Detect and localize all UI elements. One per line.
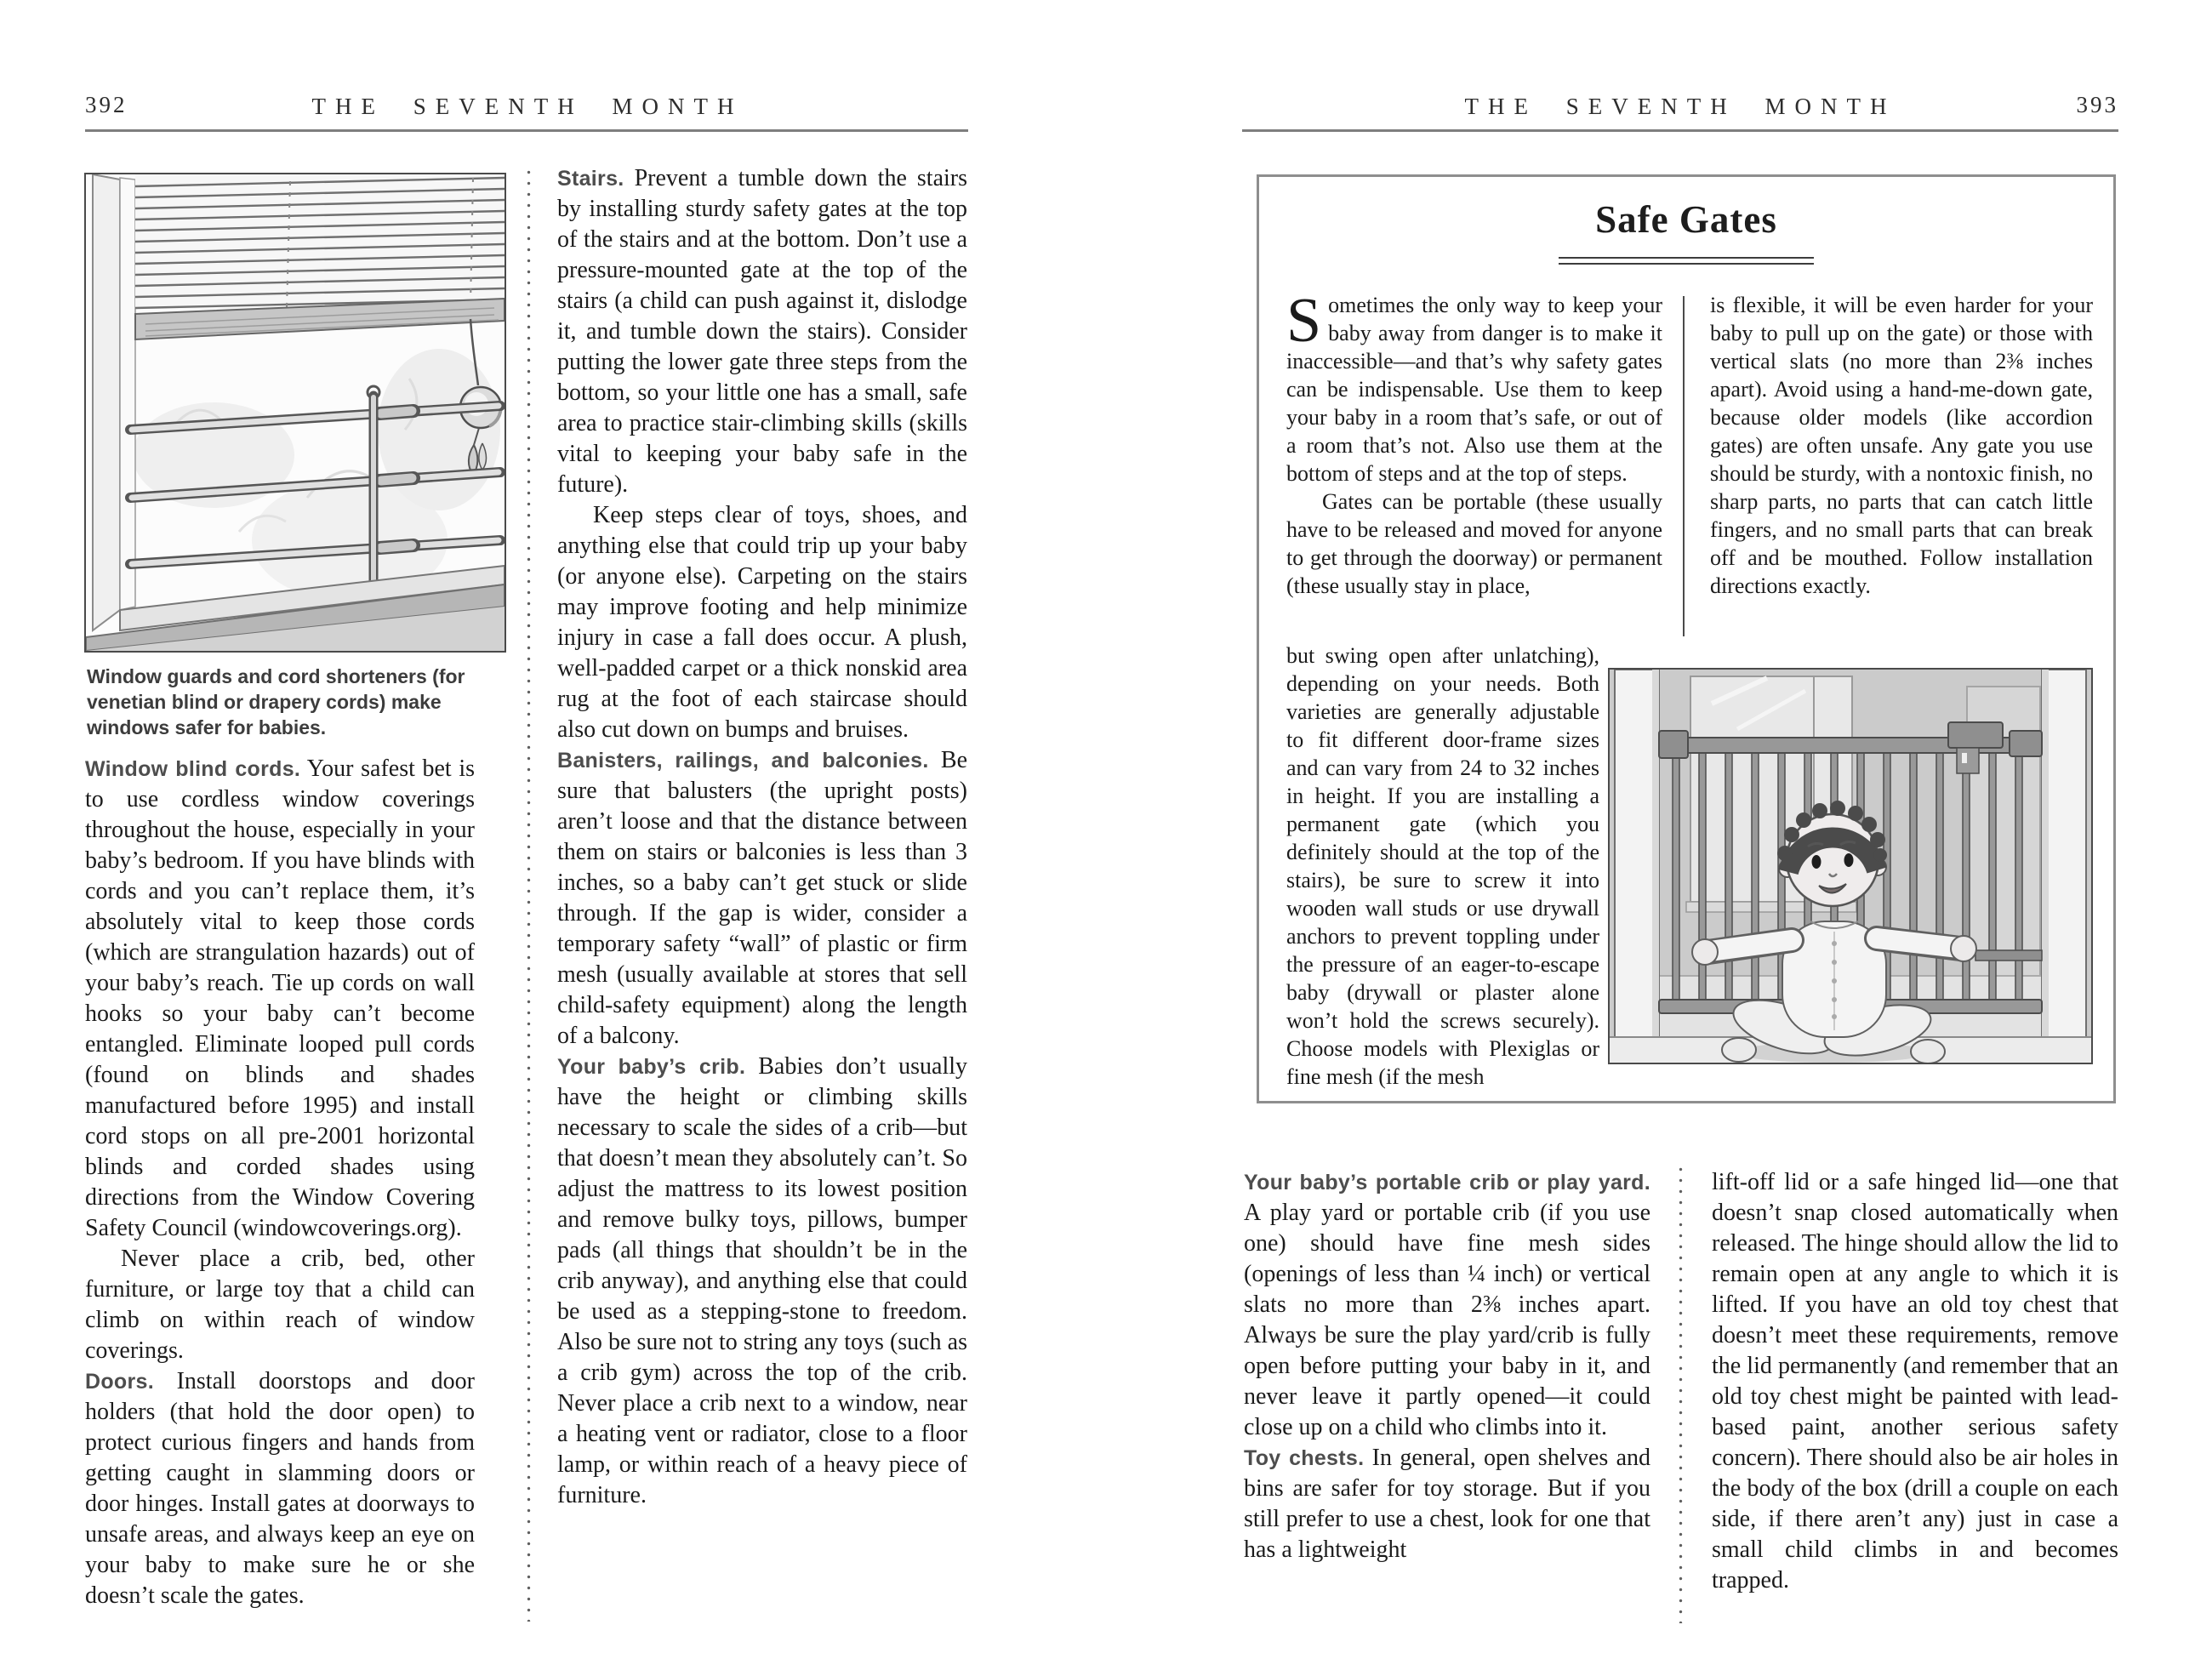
left-page-column-2	[557, 163, 967, 1511]
section-body: Install doorstops and door holders (that hold the door open) to protect curious fingers and hands from getting caught in slamming doors or door hinges. Install gates at doorways to unsafe areas, and always keep an eye on your baby to make sure he or she doesn’t scale the gates.	[85, 1368, 475, 1609]
section-heading: Stairs.	[557, 167, 624, 191]
safety-gate-illustration	[1608, 668, 2093, 1064]
section-window-blind-cords	[85, 754, 475, 1244]
safe-gates-box	[1257, 174, 2116, 1103]
window-guard-illustration	[84, 173, 506, 653]
box-column-2	[1710, 291, 2093, 600]
box-paragraph-1	[1286, 286, 1662, 487]
running-head-left: THE SEVENTH MONTH	[311, 94, 744, 119]
box-column-1-narrow	[1286, 641, 1599, 1091]
section-heading: Toy chests.	[1244, 1446, 1365, 1470]
box-paragraph-1-text: ometimes the only way to keep your baby away from danger is to make it inaccessible—and that’s why safety gates can be indispensable. Use them to keep your baby in a room that’s safe, or out of a room that’s not. Also use them at the bottom of steps and at the top of steps.	[1286, 293, 1662, 486]
right-page-column-1	[1244, 1167, 1650, 1565]
section-stairs	[557, 163, 967, 500]
box-paragraph-2-narrow: but swing open after unlatching), depending on your needs. Both varieties are generally adjustable to fit different door-frame sizes and can vary from 24 to 32 inches in height. If you are installing a permanent gate (which you definitely should at the top of the stairs), be sure to screw it into wooden wall studs or use drywall anchors to prevent toppling under the pressure of an eager-to-escape baby (drywall or plaster alone won’t hold the screws securely). Choose models with Plexiglas or fine mesh (if the mesh	[1286, 643, 1599, 1089]
section-heading: Doors.	[85, 1370, 154, 1394]
continuation-paragraph: lift-off lid or a safe hinged lid—one that doesn’t snap closed automatically when released. The hinge should allow the lid to remain open at any angle to which it is lifted. If you have an old toy chest that doesn’t meet these requirements, remove the lid permanently (and remember that an old toy chest might be painted with lead-based paint, another serious safety concern). There should also be air holes in the body of the box (drill a couple on each side, if there aren’t any) just in case a small child climbs in and becomes trapped.	[1712, 1169, 2118, 1593]
section-heading: Your baby’s portable crib or play yard.	[1244, 1171, 1650, 1194]
header-rule-left	[85, 129, 968, 132]
box-paragraph-2-wide: Gates can be portable (these usually have to be released and moved for anyone to get through the doorway) or permanent (these usually stay in place,	[1286, 489, 1662, 598]
section-banisters	[557, 745, 967, 1052]
illustration-caption: Window guards and cord shorteners (for venetian blind or drapery cords) make windows safer for babies.	[87, 665, 465, 738]
paragraph: Never place a crib, bed, other furniture, or large toy that a child can climb on within reach of window coverings.	[85, 1246, 475, 1364]
section-body: Prevent a tumble down the stairs by installing sturdy safety gates at the top of the stairs and at the bottom. Don’t use a pressure-mounted gate at the top of the stairs (a child can push against it, dislodge it, and tumble down the stairs). Consider putting the lower gate three steps from the bottom, so your little one has a small, safe area to practice stair-climbing skills (skills vital to keeping your baby safe in the future).	[557, 165, 968, 498]
gate-illustration-svg	[1610, 670, 2091, 1063]
section-heading: Window blind cords.	[85, 757, 301, 781]
box-column-1-top	[1286, 286, 1662, 600]
section-toy-chests	[1244, 1443, 1650, 1565]
running-head-right: THE SEVENTH MONTH	[1464, 94, 1896, 119]
header-rule-right	[1242, 129, 2118, 132]
section-play-yard	[1244, 1167, 1650, 1443]
section-heading: Banisters, railings, and balconies.	[557, 749, 929, 772]
drop-cap: S	[1286, 286, 1322, 356]
left-page-column-1	[85, 754, 475, 1611]
column-divider-left-page	[527, 167, 531, 1622]
paragraph: Keep steps clear of toys, shoes, and anything else that could trip up your baby (or anyone else). Carpeting on the stairs may improve footing and help minimize injury in case a fall does occur. A plush, well-padded carpet or a thick nonskid area rug at the foot of each staircase should also cut down on bumps and bruises.	[557, 502, 967, 743]
section-doors	[85, 1366, 475, 1611]
venetian-blind	[135, 174, 505, 339]
right-page-column-2	[1712, 1167, 2118, 1596]
page-number-left: 392	[85, 92, 128, 117]
box-column-2-text: is flexible, it will be even harder for your baby to pull up on the gate) or those with vertical slats (no more than 2⅜ inches apart). Avoid using a hand-me-down gate, because older models (like accordion gates) are often unsafe. Any gate you use should be sturdy, with a nontoxic finish, no sharp parts, no parts that can catch little fingers, and no small parts that can break off and be mouthed. Follow installation directions exactly.	[1710, 293, 2093, 598]
column-divider-right-page	[1679, 1164, 1683, 1623]
page-number-right: 393	[2076, 92, 2118, 117]
section-crib	[557, 1052, 967, 1511]
section-body: Babies don’t usually have the height or climbing skills necessary to scale the sides of a crib—but that doesn’t mean they absolutely can’t. So adjust the mattress to its lowest position and remove bulky toys, pillows, bumper pads (all things that shouldn’t be in the crib anyway), and anything else that could be used as a stepping-stone to freedom. Also be sure not to string any toys (such as a crib gym) across the top of the crib. Never place a crib next to a window, near a heating vent or radiator, close to a floor lamp, or within reach of a heavy piece of furniture.	[557, 1053, 967, 1508]
box-column-divider	[1683, 296, 1685, 636]
box-title: Safe Gates	[1595, 198, 1777, 241]
section-heading: Your baby’s crib.	[557, 1055, 746, 1079]
window-illustration-svg	[86, 174, 505, 651]
section-body: Be sure that balusters (the upright posts) aren’t loose and that the distance between them on stairs or balconies is less than 3 inches, so a baby can’t get stuck or slide through. If the gap is wider, consider a temporary safety “wall” of plastic or firm mesh (usually available at stores that sell child-safety equipment) along the length of a balcony.	[557, 747, 968, 1049]
section-body: A play yard or portable crib (if you use one) should have fine mesh sides (openings of less than ¼ inch) or vertical slats no more than 2⅜ inches apart. Always be sure the play yard/crib is fully open before putting your baby in it, and never leave it partly opened—it could close up on a child who climbs into it.	[1244, 1200, 1650, 1440]
box-title-rule	[1559, 257, 1814, 265]
section-body: Your safest bet is to use cordless window coverings throughout the house, especially in your baby’s bedroom. If you have blinds with cords and you can’t replace them, it’s absolutely vital to keep those cords (which are strangulation hazards) out of your baby’s reach. Tie up cords on wall hooks so your baby can’t become entangled. Eliminate looped pull cords (found on blinds and shades manufactured before 1995) and install cord stops on all pre-2001 horizontal blinds and corded shades using directions from the Window Covering Safety Council (windowcoverings.org).	[85, 755, 475, 1241]
section-body: In general, open shelves and bins are safer for toy storage. But if you still prefer to use a chest, look for one that has a lightweight	[1244, 1445, 1650, 1563]
